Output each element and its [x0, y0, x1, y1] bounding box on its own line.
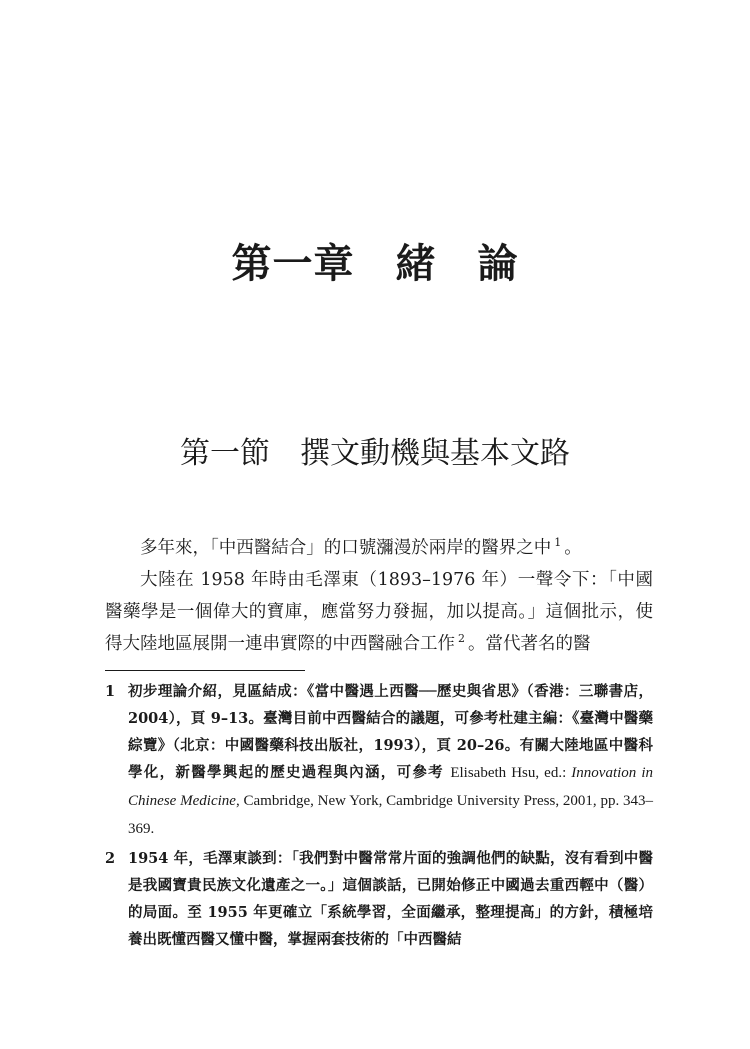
footnote-ref-2: 2 [458, 632, 465, 645]
footnote-number: 2 [105, 850, 116, 867]
footnote-2 [105, 845, 653, 953]
footnote-number: 1 [105, 683, 116, 700]
footnote-1-text: 初步理論介紹，見區結成：《當中醫遇上西醫──歷史與省思》（香港：三聯書店，2004），頁 9–13。臺灣目前中西醫結合的議題，可參考杜建主編：《臺灣中醫藥綜覽》（北京：中國醫藥科技出版社，1993），頁 20–26。有關大陸地區中醫科學化，新醫學興起的歷史過程與內涵，可參考 [128, 683, 653, 781]
footnotes [105, 678, 653, 955]
paragraph-2-after: 。當代著名的醫 [468, 634, 591, 654]
footnote-1-publisher: , Cambridge, New York, Cambridge University Press, 2001, pp. 343–369. [128, 793, 653, 837]
section-title: 第一節 撰文動機與基本文路 [180, 436, 570, 471]
paragraph-1-after: 。 [564, 538, 582, 558]
body-paragraph-2 [105, 564, 653, 660]
footnote-1-editor: Elisabeth Hsu, ed.: [450, 765, 572, 781]
footnote-ref-1: 1 [554, 536, 562, 549]
paragraph-2-text: 大陸在 1958 年時由毛澤東（1893–1976 年）一聲令下：「中國醫藥學是一個偉大的寶庫，應當努力發掘，加以提高。」這個批示，使得大陸地區展開一連串實際的中西醫融合工作 [105, 570, 653, 654]
paragraph-1-text: 多年來，「中西醫結合」的口號瀰漫於兩岸的醫界之中 [140, 538, 552, 558]
body-text [105, 532, 653, 660]
chapter-title: 第一章 緒 論 [231, 240, 519, 287]
footnote-1-book-title: Innovation in Chinese Medicine [128, 765, 654, 809]
footnote-divider [105, 670, 305, 671]
footnote-1 [105, 678, 653, 843]
body-paragraph-1 [105, 532, 653, 564]
footnote-2-text: 1954 年，毛澤東談到：「我們對中醫常常片面的強調他們的缺點，沒有看到中醫是我國寶貴民族文化遺產之一。」這個談話，已開始修正中國過去重西輕中（醫）的局面。至 1955 年更確立「系統學習，全面繼承，整理提高」的方針，積極培養出既懂西醫又懂中醫，掌握兩套技術的「中西醫結 [128, 850, 653, 948]
